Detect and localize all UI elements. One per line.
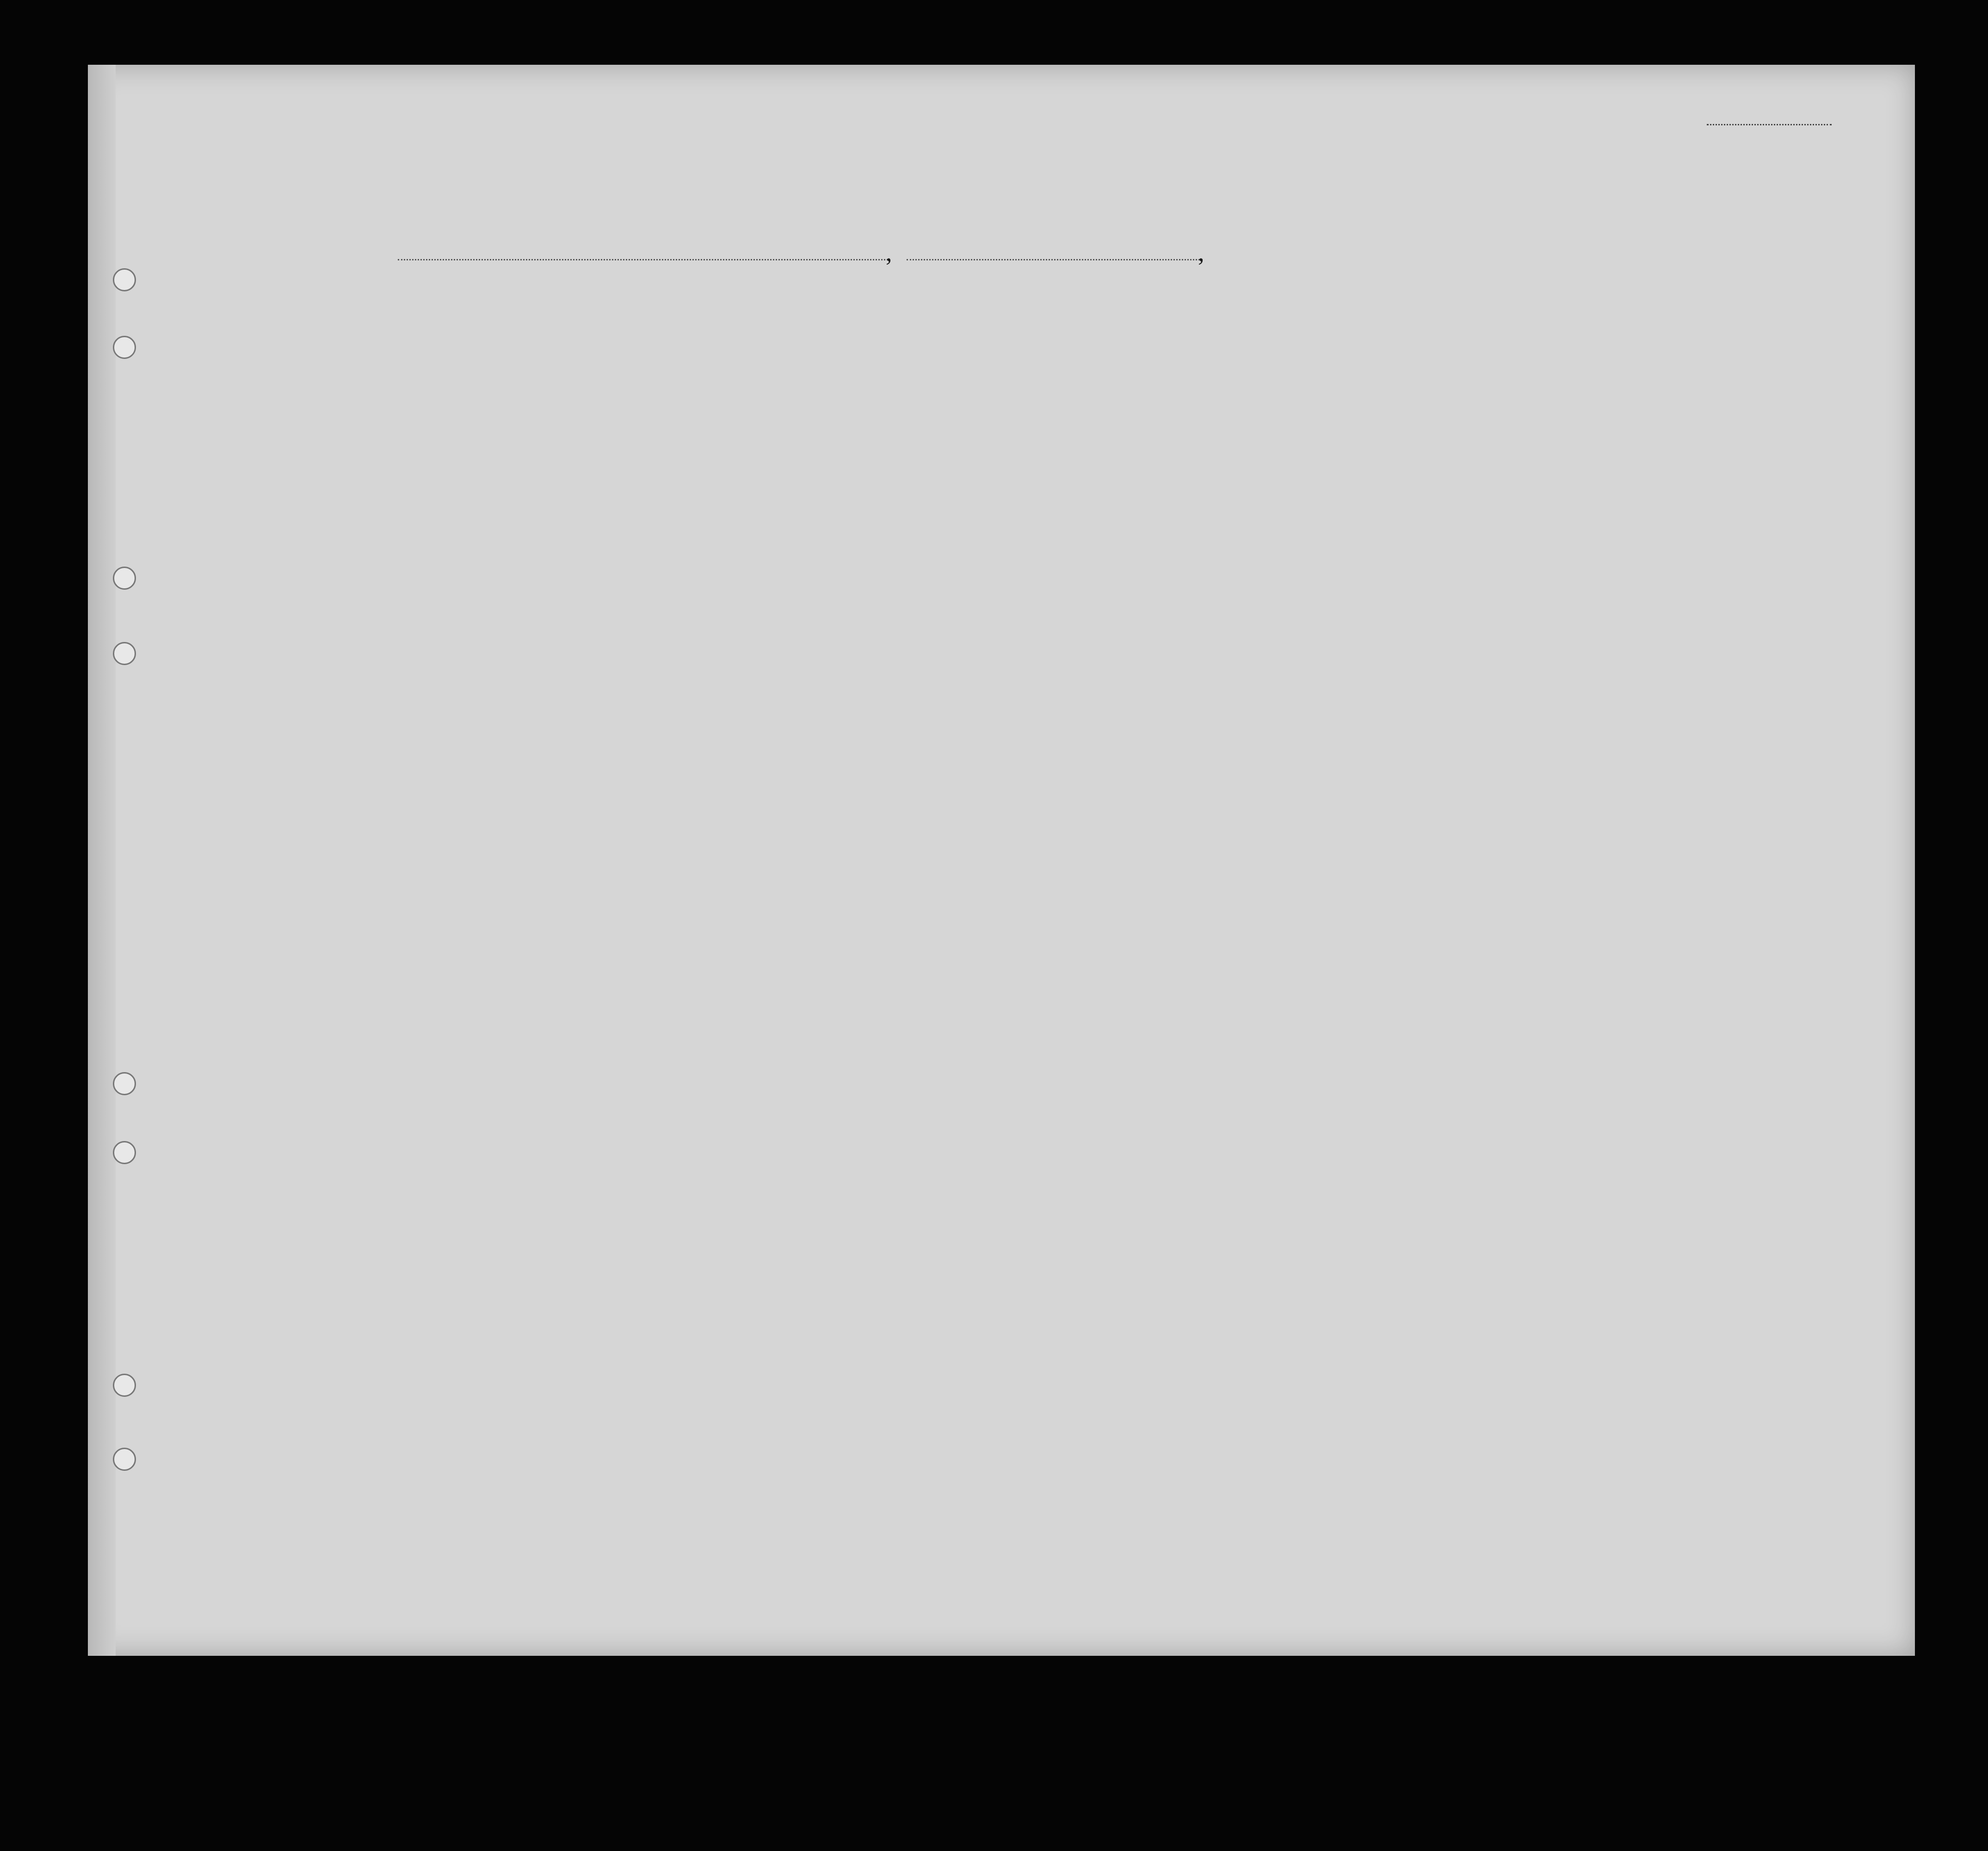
manifest-sheet [88,65,1915,1656]
port-line [398,259,888,260]
binder-hole [113,1072,136,1095]
binder-hole [113,1448,136,1471]
binder-hole [113,1374,136,1397]
binder-hole [113,567,136,590]
sheet-fold-edge [88,65,116,1656]
comma: , [1198,239,1204,266]
binder-hole [113,642,136,665]
comma: , [886,239,892,266]
binder-hole [113,1141,136,1164]
list-blank-line [1707,124,1832,125]
binder-hole [113,336,136,359]
date-line [907,259,1203,260]
binder-hole [113,268,136,291]
